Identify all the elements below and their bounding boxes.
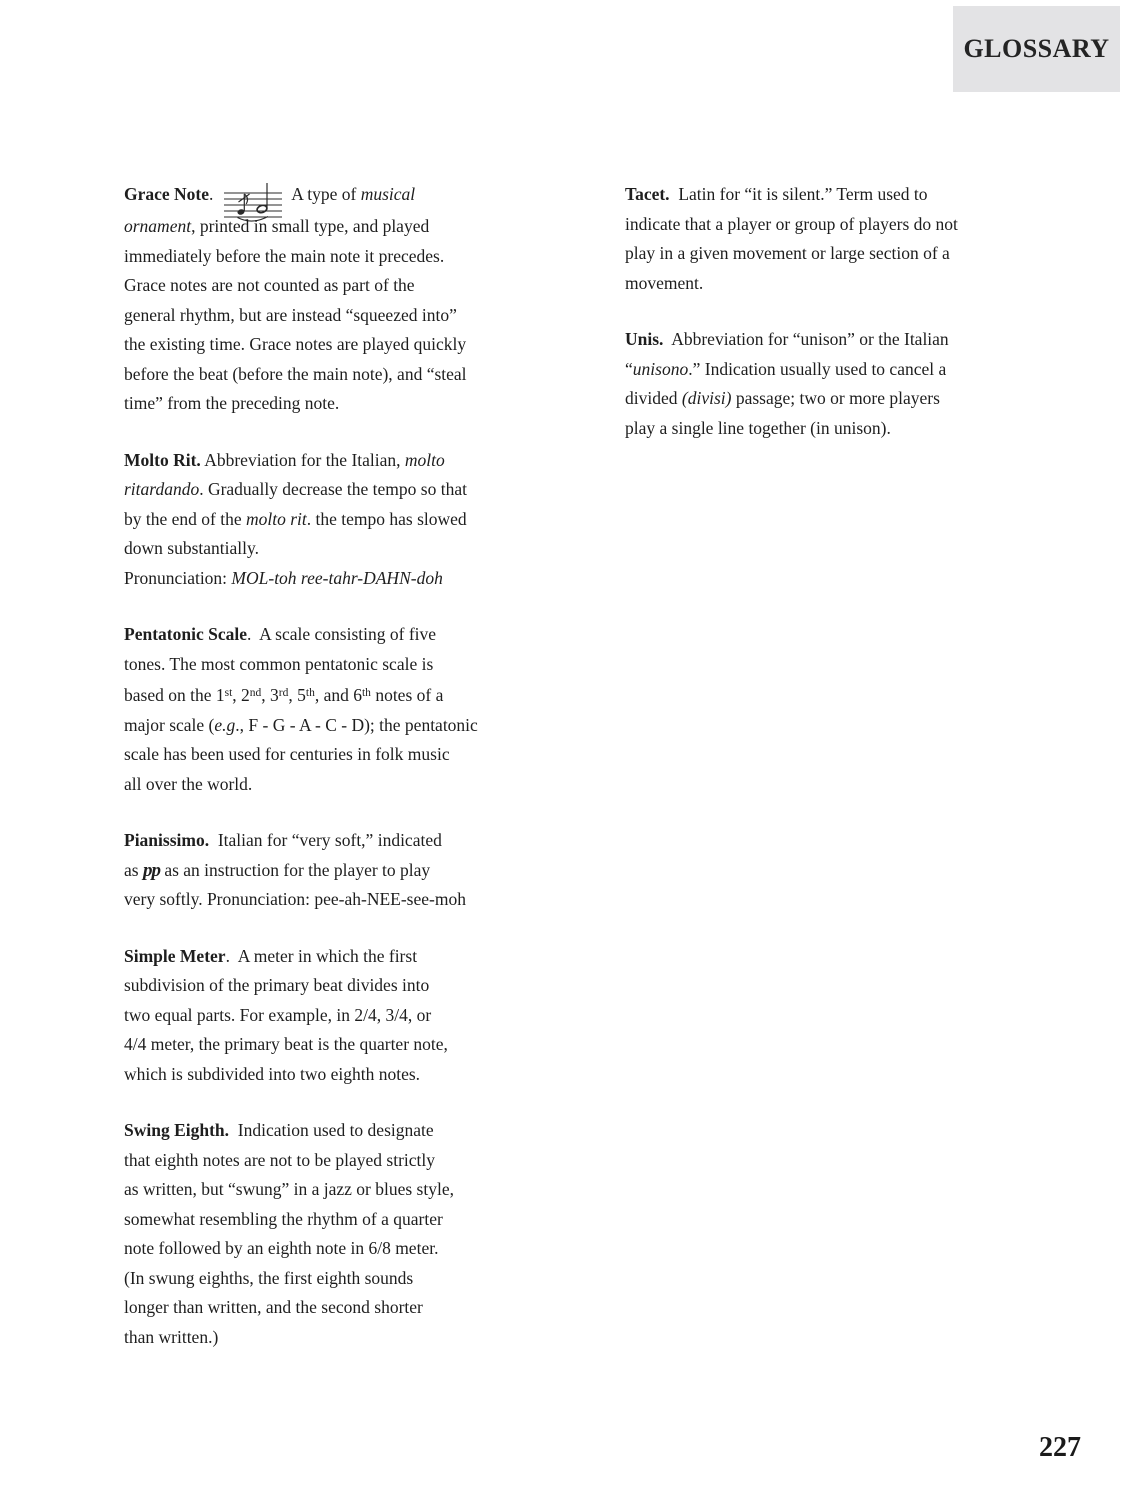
- body-text: Grace notes are not counted as part of the: [124, 275, 415, 295]
- body-text: Indication used to designate: [229, 1120, 434, 1140]
- page-number: 227: [1039, 1432, 1081, 1463]
- body-text: , 2: [232, 685, 250, 705]
- text-line: [124, 885, 478, 915]
- term-label: Pianissimo.: [124, 830, 210, 850]
- body-text: Abbreviation for “unison” or the Italian: [663, 329, 949, 349]
- body-text: . A scale consisting of five: [246, 624, 437, 644]
- body-text: play in a given movement or large section of a: [625, 243, 950, 263]
- term-label: Grace Note: [124, 184, 210, 204]
- body-text: passage; two or more players: [731, 388, 940, 408]
- body-text: , 5: [288, 685, 306, 705]
- text-line: [124, 1146, 478, 1176]
- text-line: [124, 679, 478, 711]
- body-text: Abbreviation for the Italian,: [200, 449, 405, 470]
- text-line: [124, 770, 478, 800]
- body-text: before the beat (before the main note), and “steal: [124, 363, 467, 384]
- text-line: [124, 942, 478, 972]
- text-line: [124, 242, 478, 272]
- body-text: . Gradually decrease the tempo so that: [199, 479, 467, 499]
- text-line: [124, 856, 478, 886]
- body-text: movement.: [625, 272, 704, 293]
- term-label: Simple Meter: [124, 945, 226, 966]
- body-text: “: [625, 358, 633, 379]
- body-text: as: [124, 859, 143, 880]
- body-text: (divisi): [681, 388, 732, 408]
- body-text: two equal parts. For example, in 2/4, 3/4, or: [124, 1004, 432, 1025]
- body-text: than written.): [124, 1326, 219, 1347]
- body-text: major scale (: [124, 714, 215, 735]
- body-text: Pronunciation:: [124, 567, 232, 588]
- text-line: [124, 271, 478, 301]
- body-text: ., F - G - A - C - D); the pentatonic: [235, 714, 478, 735]
- term-label: Unis.: [625, 329, 664, 349]
- body-text: pp: [142, 859, 160, 881]
- text-line: [124, 1234, 478, 1264]
- text-line: [124, 1205, 478, 1235]
- body-text: very softly. Pronunciation: pee-ah-NEE-see-moh: [124, 889, 466, 909]
- body-text: play a single line together (in unison).: [625, 417, 891, 438]
- body-text: nd: [249, 687, 262, 699]
- glossary-entry: [124, 180, 478, 419]
- body-text: immediately before the main note it precedes.: [124, 245, 445, 266]
- glossary-entry: [124, 1116, 478, 1352]
- body-text: based on the 1: [124, 685, 225, 705]
- body-text: subdivision of the primary beat divides into: [124, 975, 430, 995]
- text-line: [625, 210, 958, 240]
- text-line: [124, 330, 478, 360]
- term-label: Molto Rit.: [124, 449, 201, 470]
- text-line: [124, 1001, 478, 1031]
- glossary-entry: [124, 826, 478, 915]
- body-text: Latin for “it is silent.” Term used to: [669, 184, 928, 204]
- body-text: that eighth notes are not to be played strictly: [124, 1149, 436, 1170]
- body-text: ritardando: [124, 479, 200, 499]
- body-text: musical: [360, 184, 416, 204]
- body-text: th: [305, 687, 315, 699]
- page-title: GLOSSARY: [963, 34, 1110, 63]
- text-line: [124, 446, 478, 476]
- text-line: [124, 1293, 478, 1323]
- text-line: [124, 475, 478, 505]
- body-text: which is subdivided into two eighth notes.: [124, 1063, 421, 1084]
- body-text: 4/4 meter, the primary beat is the quarter note,: [124, 1034, 448, 1054]
- text-line: [124, 1323, 478, 1353]
- body-text: .: [209, 184, 218, 204]
- text-line: [625, 325, 958, 355]
- text-line: [124, 1060, 478, 1090]
- body-text: e.g: [214, 714, 236, 735]
- text-line: [625, 355, 958, 385]
- text-line: [124, 505, 478, 535]
- body-text: scale has been used for centuries in folk music: [124, 744, 450, 764]
- body-text: unisono: [632, 358, 689, 379]
- body-text: ornament: [124, 216, 192, 236]
- body-text: down substantially.: [124, 538, 259, 558]
- text-line: [124, 1264, 478, 1294]
- body-text: . A meter in which the first: [225, 945, 418, 966]
- body-text: .” Indication usually used to cancel a: [688, 358, 947, 379]
- text-line: [124, 534, 478, 564]
- text-line: [124, 1116, 478, 1146]
- body-text: time” from the preceding note.: [124, 393, 340, 413]
- body-text: general rhythm, but are instead “squeezed into”: [124, 304, 457, 325]
- body-text: somewhat resembling the rhythm of a quarter: [124, 1208, 443, 1229]
- body-text: A type of: [287, 184, 361, 204]
- text-line: [124, 971, 478, 1001]
- text-line: [124, 389, 478, 419]
- text-line: [625, 384, 958, 414]
- text-line: [124, 620, 478, 650]
- text-line: [124, 1175, 478, 1205]
- text-line: [124, 1030, 478, 1060]
- body-text: , and 6: [314, 685, 362, 705]
- page-header-box: [953, 6, 1120, 92]
- text-line: [124, 180, 478, 212]
- body-text: Italian for “very soft,” indicated: [209, 830, 442, 850]
- glossary-entry: [124, 446, 478, 594]
- body-text: , 3: [261, 685, 279, 705]
- text-line: [124, 711, 478, 741]
- term-label: Pentatonic Scale: [124, 624, 247, 644]
- text-line: [124, 650, 478, 680]
- text-line: [124, 360, 478, 390]
- body-text: longer than written, and the second shorter: [124, 1297, 423, 1317]
- body-text: as an instruction for the player to play: [159, 859, 431, 880]
- glossary-entry: [124, 942, 478, 1090]
- body-text: rd: [278, 687, 289, 699]
- body-text: molto rit: [245, 508, 307, 529]
- term-label: Tacet.: [625, 184, 670, 204]
- text-line: [124, 212, 478, 242]
- body-text: indicate that a player or group of players do not: [625, 213, 958, 234]
- body-text: all over the world.: [124, 773, 253, 794]
- glossary-left-column: [124, 180, 478, 1379]
- body-text: divided: [625, 388, 682, 408]
- body-text: , printed in small type, and played: [191, 216, 430, 236]
- body-text: MOL-toh ree-tahr-DAHN-doh: [231, 567, 443, 588]
- body-text: st: [224, 687, 233, 699]
- glossary-entry: [625, 180, 958, 298]
- body-text: tones. The most common pentatonic scale is: [124, 653, 434, 674]
- body-text: note followed by an eighth note in 6/8 meter.: [124, 1238, 439, 1258]
- glossary-right-column: [625, 180, 958, 470]
- body-text: th: [361, 687, 371, 699]
- body-text: as written, but “swung” in a jazz or blues style,: [124, 1179, 454, 1199]
- body-text: (In swung eighths, the first eighth sounds: [124, 1267, 414, 1288]
- text-line: [124, 301, 478, 331]
- text-line: [625, 239, 958, 269]
- text-line: [124, 826, 478, 856]
- text-line: [625, 180, 958, 210]
- text-line: [124, 740, 478, 770]
- text-line: [625, 269, 958, 299]
- body-text: . the tempo has slowed: [306, 508, 467, 529]
- body-text: by the end of the: [124, 508, 246, 529]
- body-text: the existing time. Grace notes are played quickly: [124, 334, 467, 354]
- glossary-entry: [625, 325, 958, 443]
- body-text: molto: [404, 449, 445, 470]
- glossary-entry: [124, 620, 478, 799]
- term-label: Swing Eighth.: [124, 1120, 230, 1140]
- text-line: [124, 564, 478, 594]
- body-text: notes of a: [370, 685, 444, 705]
- text-line: [625, 414, 958, 444]
